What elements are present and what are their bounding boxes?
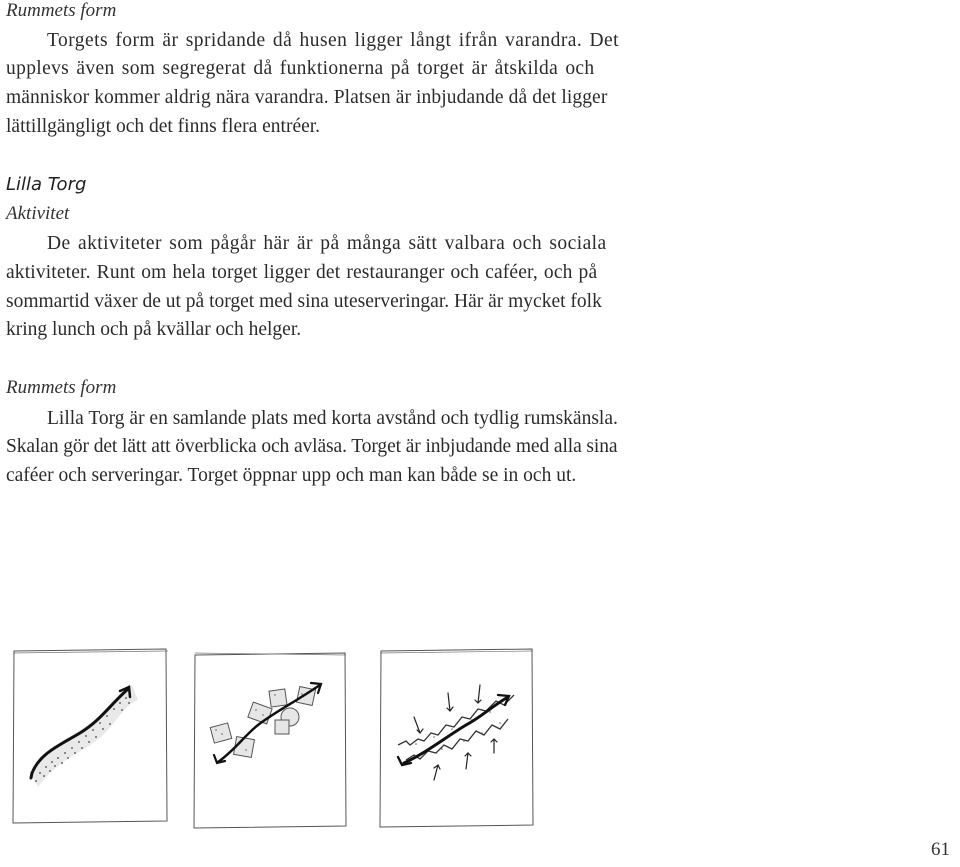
section-subheading-aktivitet: Aktivitet [6, 203, 70, 224]
paragraph-line: lättillgängligt och det finns flera entréer. [6, 116, 321, 137]
paragraph-line: sommartid växer de ut på torget med sina uteserveringar. Här är mycket folk [6, 291, 602, 312]
paragraph-line: aktiviteter. Runt om hela torget ligger det restauranger och caféer, och på [6, 262, 598, 283]
sketch-spread-form [10, 645, 170, 825]
sketch-gathering-form [376, 645, 536, 830]
section-heading-rummets-form: Rummets form [6, 377, 117, 398]
page-number: 61 [931, 839, 950, 860]
paragraph-line: människor kommer aldrig nära varandra. Platsen är inbjudande då det ligger [6, 87, 608, 108]
paragraph-line: Torgets form är spridande då husen ligger långt ifrån varandra. Det [47, 30, 620, 51]
paragraph-line: upplevs även som segregerat då funktionerna på torget är åtskilda och [6, 58, 595, 79]
paragraph-line: kring lunch och på kvällar och helger. [6, 319, 302, 340]
section-heading-rummets-form: Rummets form [6, 0, 117, 21]
sketch-segregated-form [190, 650, 350, 830]
paragraph-line: Lilla Torg är en samlande plats med korta avstånd och tydlig rumskänsla. [47, 408, 618, 429]
section-title-lilla-torg: Lilla Torg [6, 174, 87, 195]
paragraph-line: Skalan gör det lätt att överblicka och avläsa. Torget är inbjudande med alla sina [6, 436, 618, 457]
paragraph-line: De aktiviteter som pågår här är på många sätt valbara och sociala [47, 233, 607, 254]
paragraph-line: caféer och serveringar. Torget öppnar upp och man kan både se in och ut. [6, 465, 577, 486]
